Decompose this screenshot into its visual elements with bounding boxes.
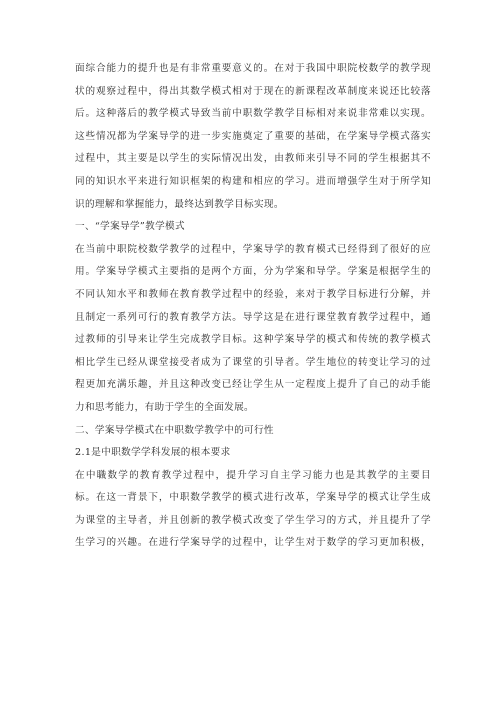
subsection-heading: 2.1是中职数学学科发展的根本要求 <box>75 447 231 459</box>
text-line: 为课堂的主导者，并且创新的教学模式改变了学生学习的方式，并且提升了学 <box>75 514 431 526</box>
text-line: 后。这种落后的教学模式导致当前中职数学教学目标相对来说非常难以实现。 <box>75 108 431 120</box>
text-line: 用。学案导学模式主要指的是两个方面，分为学案和导学。学案是根据学生的 <box>75 266 431 278</box>
section-heading-1: 一、“学案导学”教学模式 <box>75 221 185 233</box>
text-line: 过程中，其主要是以学生的实际情况出发，由教师来引导不同的学生根据其不 <box>75 153 431 165</box>
paragraph-1 <box>75 58 431 216</box>
paragraph-3 <box>75 465 431 555</box>
text-line: 不同认知水平和教师在教育教学过程中的经验，来对于教学目标进行分解，并 <box>75 288 431 300</box>
text-line: 识的理解和掌握能力，最终达到教学目标实现。 <box>75 198 284 210</box>
text-line: 过教师的引导来让学生完成教学目标。这种学案导学的模式和传统的教学模式 <box>75 334 431 346</box>
text-line: 生学习的兴趣。在进行学案导学的过程中，让学生对于数学的学习更加积极， <box>75 537 431 549</box>
text-line: 状的观察过程中，得出其数学模式相对于现在的新课程改革制度来说还比较落 <box>75 85 431 97</box>
text-line: 这些情况都为学案导学的进一步实施奠定了重要的基础，在学案导学模式落实 <box>75 130 431 142</box>
text-line: 面综合能力的提升也是有非常重要意义的。在对于我国中职院校数学的教学现 <box>75 63 431 74</box>
text-line: 同的知识水平来进行知识框架的构建和相应的学习。进而增强学生对于所学知 <box>75 175 431 187</box>
paragraph-2 <box>75 239 431 420</box>
text-line: 在中職数学的教育教学过程中，提升学习自主学习能力也是其教学的主要目 <box>75 469 431 481</box>
text-line: 力和思考能力，有助于学生的全面发展。 <box>75 401 254 413</box>
text-line: 程更加充满乐趣，并且这种改变已经让学生从一定程度上提升了自己的动手能 <box>75 379 431 391</box>
text-line: 标。在这一背景下，中职数学教学的模式进行改革，学案导学的模式让学生成 <box>75 492 431 504</box>
text-line: 相比学生已经从课堂接受者成为了课堂的引导者。学生地位的转变让学习的过 <box>75 356 431 368</box>
text-line: 在当前中职院校数学教学的过程中，学案导学的教育模式已经得到了很好的应 <box>75 243 431 255</box>
document-page <box>75 58 431 555</box>
text-line: 且制定一系列可行的教育教学方法。导学这是在进行课堂教育教学过程中，通 <box>75 311 431 323</box>
section-heading-2: 二、学案导学模式在中职数学教学中的可行性 <box>75 424 274 436</box>
